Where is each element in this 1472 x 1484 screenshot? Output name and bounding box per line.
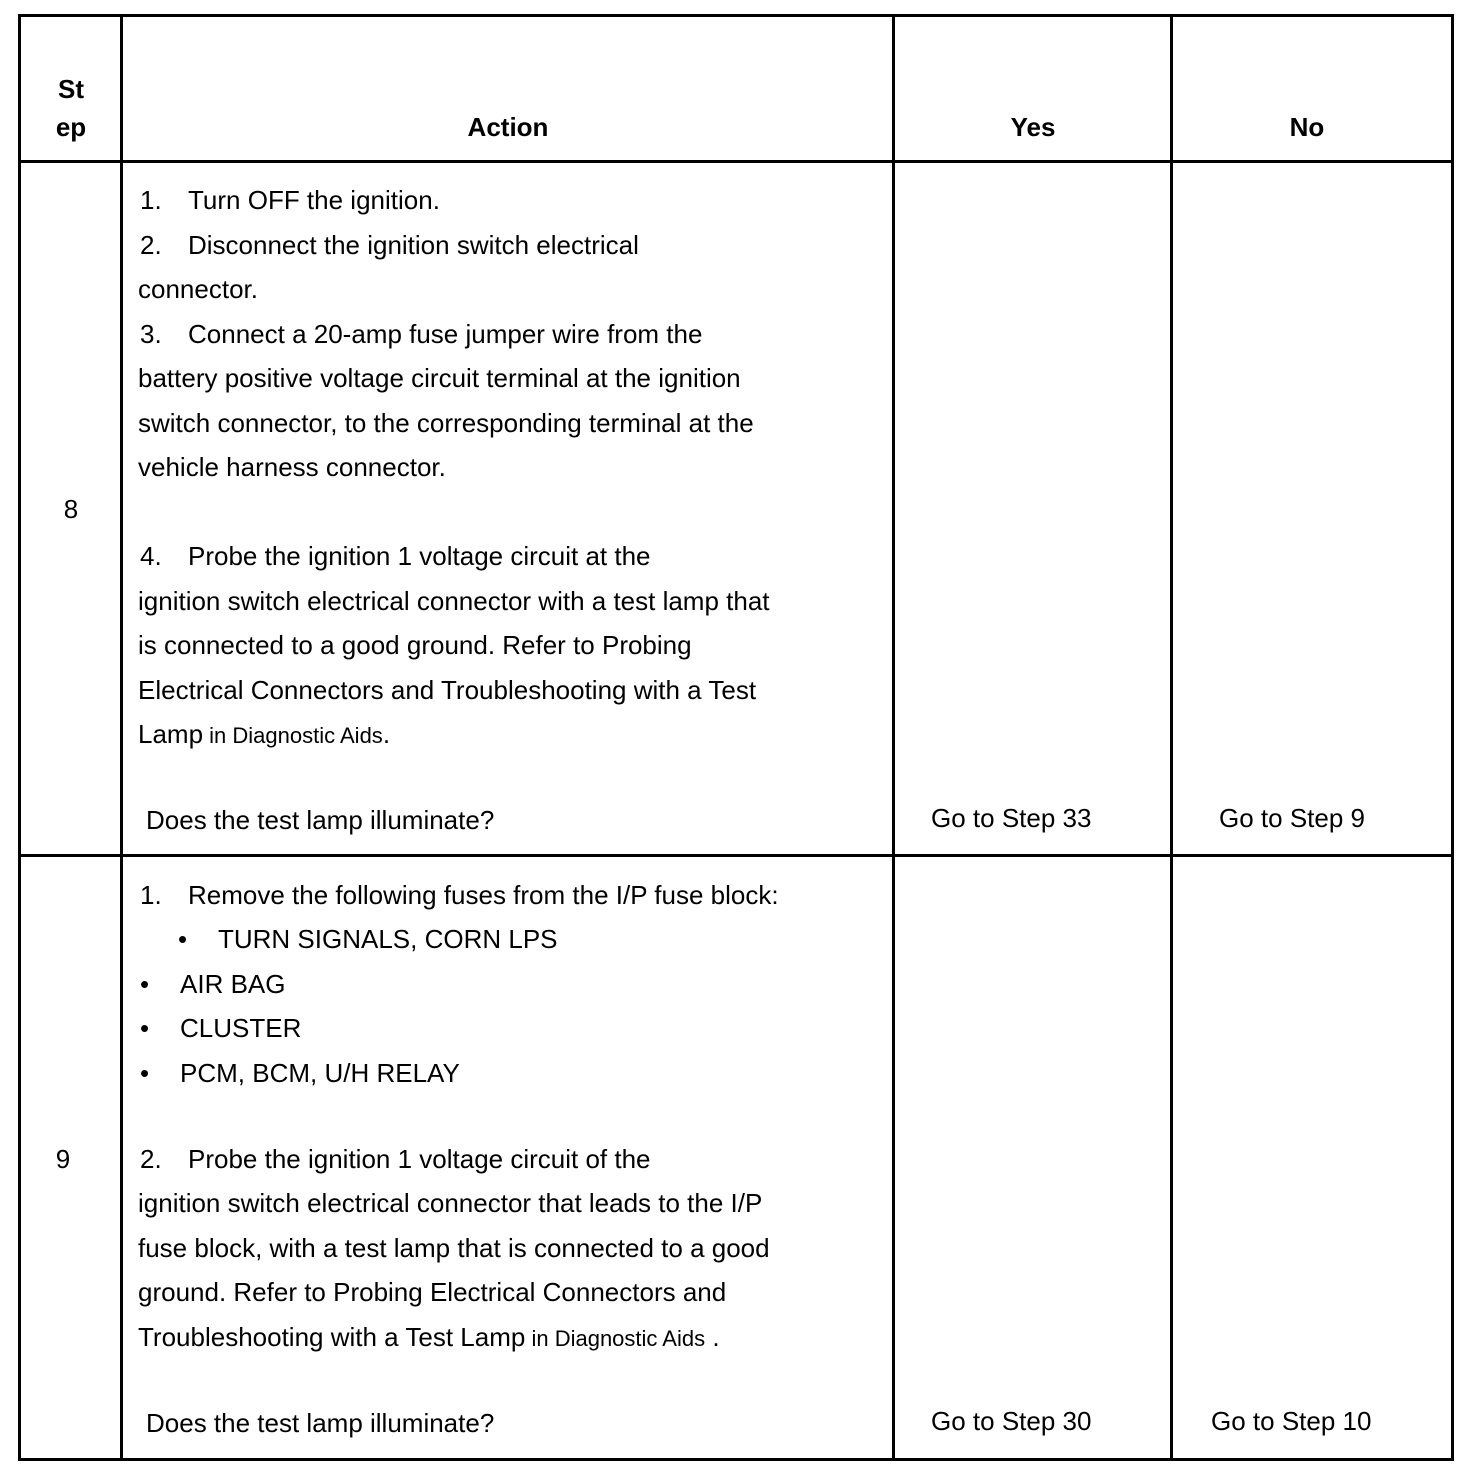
header-step — [21, 70, 121, 146]
list-item-continued: vehicle harness connector. — [138, 452, 446, 482]
bullet-item: • CLUSTER — [140, 1013, 302, 1043]
list-item-continued: connector. — [138, 274, 258, 304]
bullet-item: • PCM, BCM, U/H RELAY — [140, 1058, 460, 1088]
header-action: Action — [467, 112, 549, 142]
no-result: Go to Step 9 — [1219, 803, 1365, 833]
header-divider — [21, 160, 1451, 163]
question: Does the test lamp illuminate? — [146, 805, 495, 835]
list-item-continued: switch connector, to the corresponding terminal at the — [138, 408, 754, 438]
list-item: 2. Probe the ignition 1 voltage circuit of the — [140, 1144, 651, 1174]
bullet-item: • AIR BAG — [140, 969, 286, 999]
yes-result: Go to Step 30 — [931, 1406, 1092, 1436]
yes-result: Go to Step 33 — [931, 803, 1092, 833]
list-item-continued: ignition switch electrical connector with a test lamp that — [138, 586, 770, 616]
header-no: No — [1289, 112, 1325, 142]
list-item-continued: Lamp in Diagnostic Aids. — [138, 719, 391, 749]
list-item: 1. Turn OFF the ignition. — [140, 185, 440, 215]
list-item-continued: is connected to a good ground. Refer to Probing — [138, 630, 692, 660]
question: Does the test lamp illuminate? — [146, 1408, 495, 1438]
list-item-continued: ground. Refer to Probing Electrical Connectors and — [138, 1277, 727, 1307]
column-divider — [120, 17, 123, 1458]
list-item-continued: ignition switch electrical connector that leads to the I/P — [138, 1188, 763, 1218]
list-item: 3. Connect a 20-amp fuse jumper wire from the — [140, 319, 703, 349]
header-step-line1: St — [58, 74, 84, 104]
column-divider — [892, 17, 895, 1458]
row-divider — [21, 854, 1451, 857]
list-item-continued: fuse block, with a test lamp that is connected to a good — [138, 1233, 770, 1263]
list-item-continued: Electrical Connectors and Troubleshooting with a Test — [138, 675, 757, 705]
list-item: 1. Remove the following fuses from the I/P fuse block: — [140, 880, 779, 910]
header-yes: Yes — [1010, 112, 1056, 142]
no-result: Go to Step 10 — [1211, 1406, 1372, 1436]
list-item-continued: Troubleshooting with a Test Lamp in Diagnostic Aids . — [138, 1322, 720, 1352]
bullet-item: • TURN SIGNALS, CORN LPS — [178, 924, 558, 954]
step-number: 8 — [63, 494, 79, 524]
header-step-line2: ep — [55, 112, 87, 142]
column-divider — [1170, 17, 1173, 1458]
list-item: 2. Disconnect the ignition switch electrical — [140, 230, 639, 260]
list-item-continued: battery positive voltage circuit terminal at the ignition — [138, 363, 741, 393]
step-number: 9 — [55, 1144, 71, 1174]
list-item: 4. Probe the ignition 1 voltage circuit at the — [140, 541, 651, 571]
